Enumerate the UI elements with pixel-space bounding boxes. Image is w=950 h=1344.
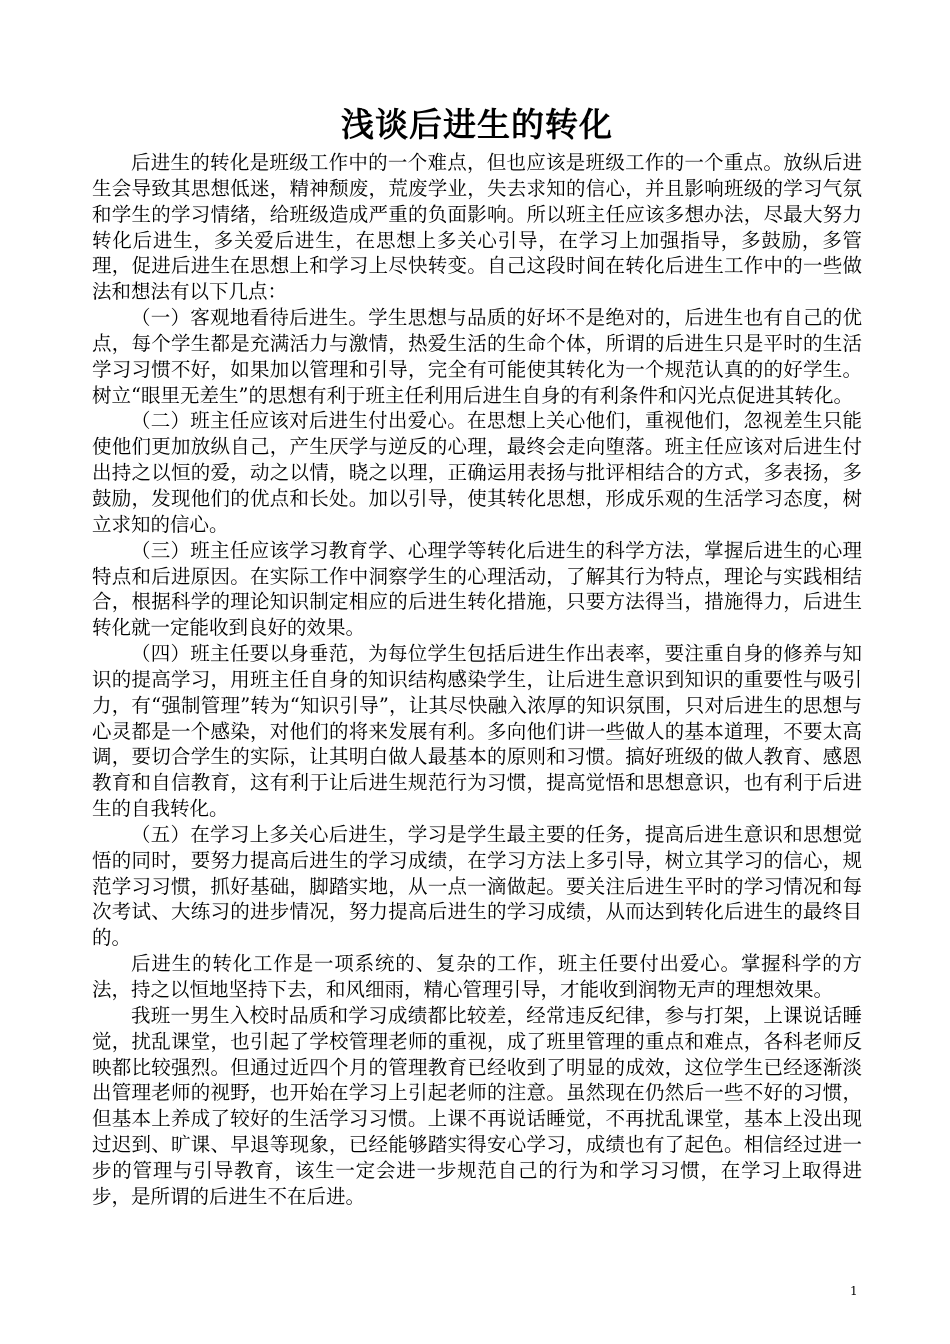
document-page	[92, 104, 862, 1210]
case-study-paragraph: 我班一男生入校时品质和学习成绩都比较差，经常违反纪律，参与打架，上课说话睡觉，扰乱课堂，也引起了学校管理老师的重视，成了班里管理的重点和难点，各科老师反映都比较强烈。但通过近四个月的管理教育已经收到了明显的成效，这位学生已经逐渐淡出管理老师的视野，也开始在学习上引起老师的注意。虽然现在仍然后一些不好的习惯，但基本上养成了较好的生活学习习惯。上课不再说话睡觉，不再扰乱课堂，基本上没出现过迟到、旷课、早退等现象，已经能够踏实得安心学习，成绩也有了起色。相信经过进一步的管理与引导教育，该生一定会进一步规范自己的行为和学习习惯，在学习上取得进步，是所谓的后进生不在后进。	[92, 1003, 862, 1208]
point-two-paragraph: （二）班主任应该对后进生付出爱心。在思想上关心他们，重视他们，忽视差生只能使他们更加放纵自己，产生厌学与逆反的心理，最终会走向堕落。班主任应该对后进生付出持之以恒的爱，动之以情，晓之以理，正确运用表扬与批评相结合的方式，多表扬，多鼓励，发现他们的优点和长处。加以引导，使其转化思想，形成乐观的生活学习态度，树立求知的信心。	[92, 409, 862, 536]
document-body	[92, 150, 862, 1210]
point-five-paragraph: （五）在学习上多关心后进生，学习是学生最主要的任务，提高后进生意识和思想觉悟的同时，要努力提高后进生的学习成绩，在学习方法上多引导，树立其学习的信心，规范学习习惯，抓好基础，脚踏实地，从一点一滴做起。要关注后进生平时的学习情况和每次考试、大练习的进步情况，努力提高后进生的学习成绩，从而达到转化后进生的最终目的。	[92, 822, 862, 950]
point-four-paragraph: （四）班主任要以身垂范，为每位学生包括后进生作出表率，要注重自身的修养与知识的提高学习，用班主任自身的知识结构感染学生，让后进生意识到知识的重要性与吸引力，有“强制管理”转为“知识引导”，让其尽快融入浓厚的知识氛围，只对后进生的思想与心灵都是一个感染，对他们的将来发展有利。多向他们讲一些做人的基本道理，不要太高调，要切合学生的实际，让其明白做人最基本的原则和习惯。搞好班级的做人教育、感恩教育和自信教育，这有利于让后进生规范行为习惯，提高觉悟和思想意识，也有利于后进生的自我转化。	[92, 642, 862, 821]
point-one-paragraph: （一）客观地看待后进生。学生思想与品质的好坏不是绝对的，后进生也有自己的优点，每个学生都是充满活力与激情，热爱生活的生命个体，所谓的后进生只是平时的生活学习习惯不好，如果加以管理和引导，完全有可能使其转化为一个规范认真的的好学生。树立“眼里无差生”的思想有利于班主任利用后进生自身的有利条件和闪光点促进其转化。	[92, 306, 862, 407]
point-three-paragraph: （三）班主任应该学习教育学、心理学等转化后进生的科学方法，掌握后进生的心理特点和后进原因。在实际工作中洞察学生的心理活动，了解其行为特点，理论与实践相结合，根据科学的理论知识制定相应的后进生转化措施，只要方法得当，措施得力，后进生转化就一定能收到良好的效果。	[92, 538, 862, 640]
document-title: 浅谈后进生的转化	[341, 105, 613, 144]
page-number: 1	[850, 1284, 858, 1298]
intro-paragraph: 后进生的转化是班级工作中的一个难点，但也应该是班级工作的一个重点。放纵后进生会导致其思想低迷，精神颓废，荒废学业，失去求知的信心，并且影响班级的学习气氛和学生的学习情绪，给班级造成严重的负面影响。所以班主任应该多想办法，尽最大努力转化后进生，多关爱后进生，在思想上多关心引导，在学习上加强指导，多鼓励，多管理，促进后进生在思想上和学习上尽快转变。自己这段时间在转化后进生工作中的一些做法和想法有以下几点：	[92, 151, 862, 304]
summary-paragraph: 后进生的转化工作是一项系统的、复杂的工作，班主任要付出爱心。掌握科学的方法，持之以恒地坚持下去，和风细雨，精心管理引导，才能收到润物无声的理想效果。	[92, 952, 862, 1001]
